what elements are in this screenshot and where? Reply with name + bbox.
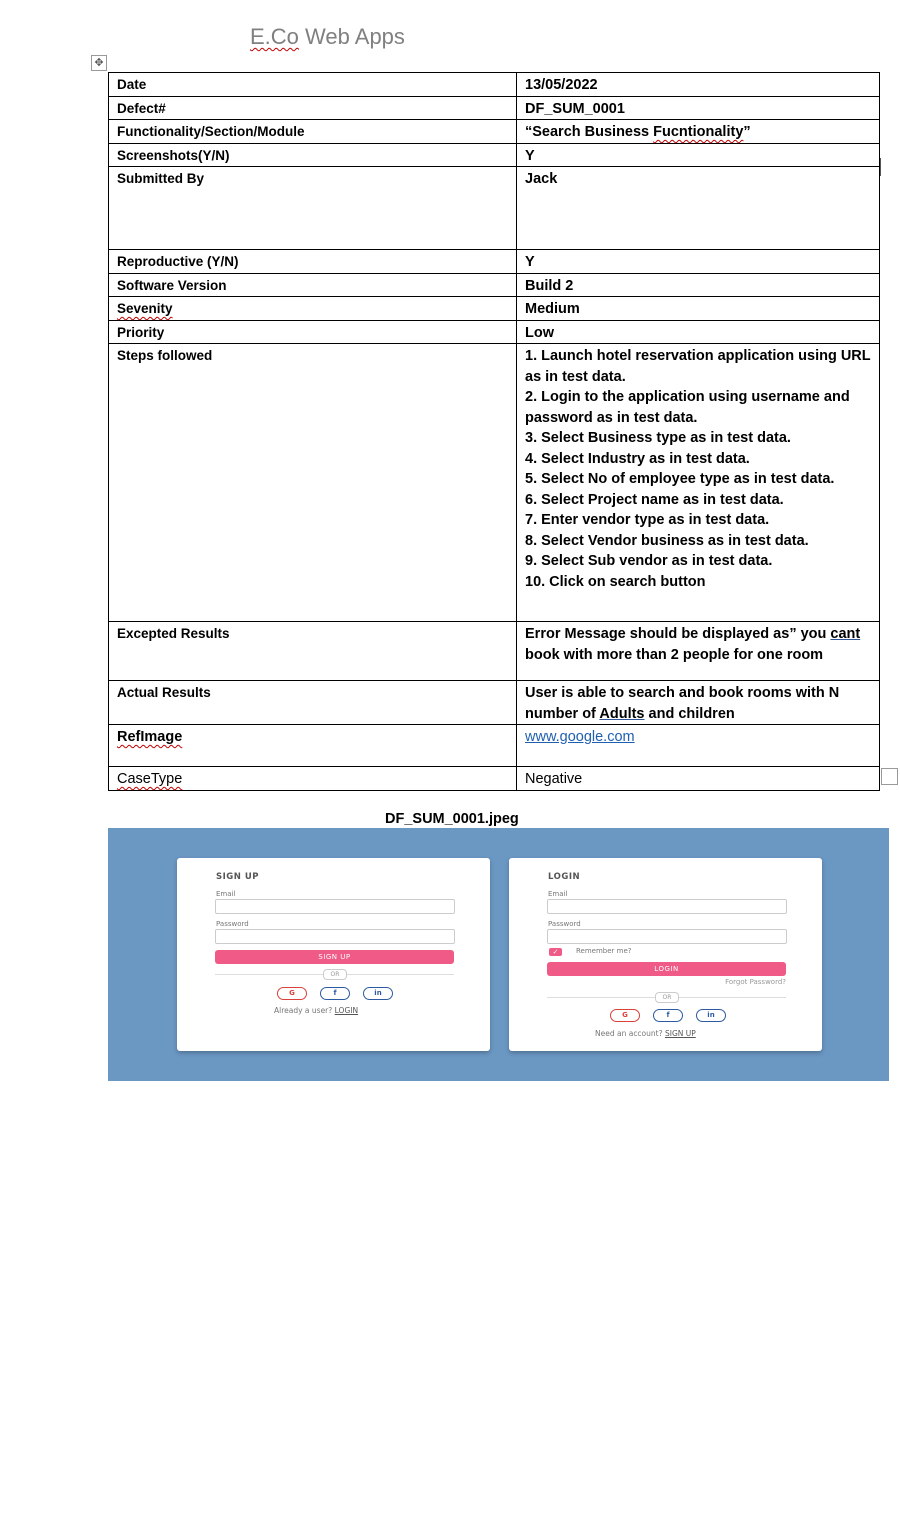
facebook-icon[interactable]: f: [653, 1009, 683, 1022]
login-password-label: Password: [548, 920, 581, 928]
list-item: 6. Select Project name as in test data.: [525, 491, 784, 508]
defect-label: Defect#: [109, 96, 517, 120]
steps-value[interactable]: [517, 344, 880, 622]
signup-password-field[interactable]: [215, 929, 455, 944]
login-footer: [595, 1029, 696, 1038]
screenshots-value[interactable]: Y: [517, 143, 880, 167]
functionality-word: Fucntionality: [653, 124, 744, 140]
steps-list: [525, 346, 871, 592]
list-item: 3. Select Business type as in test data.: [525, 430, 791, 446]
linkedin-icon[interactable]: in: [363, 987, 393, 1000]
login-password-field[interactable]: [547, 929, 787, 944]
google-icon[interactable]: G: [277, 987, 307, 1000]
login-email-label: Email: [548, 890, 568, 898]
table-row: [109, 297, 880, 321]
table-move-handle-icon[interactable]: ✥: [91, 55, 107, 71]
actual-value[interactable]: [517, 681, 880, 725]
severity-label-text: Sevenity: [117, 301, 173, 316]
signup-footer-text: Already a user?: [274, 1006, 335, 1015]
remember-label: Remember me?: [576, 947, 632, 955]
table-row: [109, 167, 880, 250]
list-item: 1. Launch hotel reservation application using URL as in test data.: [525, 348, 871, 385]
list-item: 7. Enter vendor type as in test data.: [525, 512, 770, 528]
signup-title: SIGN UP: [216, 872, 259, 882]
signup-footer-link[interactable]: LOGIN: [334, 1006, 359, 1015]
login-title: LOGIN: [548, 872, 581, 882]
submitted-by-value[interactable]: Jack: [517, 167, 880, 250]
login-email-field[interactable]: [547, 899, 787, 914]
table-row: [109, 320, 880, 344]
linkedin-icon[interactable]: in: [696, 1009, 726, 1022]
table-row: [109, 120, 880, 144]
expected-value[interactable]: [517, 622, 880, 681]
case-type-label-text: CaseType: [117, 771, 183, 787]
ref-image-link[interactable]: www.google.com: [525, 729, 635, 745]
signup-footer: [274, 1006, 358, 1015]
list-item: 10. Click on search button: [525, 573, 706, 590]
signup-card: [177, 858, 490, 1051]
case-type-value[interactable]: Negative: [517, 767, 880, 791]
table-row: [109, 273, 880, 297]
functionality-suffix: ”: [743, 124, 751, 140]
screenshot-image: [108, 828, 889, 1081]
functionality-prefix: “Search Business: [525, 124, 654, 140]
ref-image-value[interactable]: [517, 725, 880, 767]
actual-label: Actual Results: [109, 681, 517, 725]
table-row: [109, 344, 880, 622]
list-item: 2. Login to the application using username and password as in test data.: [525, 389, 850, 426]
list-item: 8. Select Vendor business as in test data.: [525, 532, 809, 549]
ref-image-label-text: RefImage: [117, 729, 183, 745]
login-button[interactable]: LOGIN: [547, 962, 786, 976]
software-version-label: Software Version: [109, 273, 517, 297]
screenshots-label: Screenshots(Y/N): [109, 143, 517, 167]
table-row: [109, 96, 880, 120]
table-row: [109, 250, 880, 274]
severity-label: [109, 297, 517, 321]
steps-label: Steps followed: [109, 344, 517, 622]
table-row: [109, 725, 880, 767]
signup-email-field[interactable]: [215, 899, 455, 914]
table-resize-handle[interactable]: [881, 768, 898, 785]
or-separator: OR: [323, 969, 347, 980]
login-footer-text: Need an account?: [595, 1029, 665, 1038]
remember-checkbox-icon[interactable]: ✓: [549, 948, 562, 956]
case-type-label: [109, 767, 517, 791]
list-item: 5. Select No of employee type as in test data.: [525, 471, 835, 487]
expected-prefix: Error Message should be displayed as” you: [525, 626, 831, 642]
facebook-icon[interactable]: f: [320, 987, 350, 1000]
signup-button[interactable]: SIGN UP: [215, 950, 454, 964]
functionality-value[interactable]: [517, 120, 880, 144]
table-row: [109, 681, 880, 725]
date-value[interactable]: 13/05/2022: [517, 73, 880, 97]
screenshot-caption: DF_SUM_0001.jpeg: [385, 811, 519, 827]
submitted-by-label: Submitted By: [109, 167, 517, 250]
forgot-password-link[interactable]: Forgot Password?: [725, 978, 786, 986]
title-prefix: E.Co: [250, 24, 299, 49]
table-row: [109, 767, 880, 791]
actual-word: Adults: [599, 705, 645, 722]
google-icon[interactable]: G: [610, 1009, 640, 1022]
priority-label: Priority: [109, 320, 517, 344]
expected-word: cant: [830, 626, 861, 642]
date-label: Date: [109, 73, 517, 97]
reproductive-value[interactable]: Y: [517, 250, 880, 274]
title-suffix: Web Apps: [298, 24, 405, 49]
login-footer-link[interactable]: SIGN UP: [664, 1029, 696, 1038]
signup-password-label: Password: [216, 920, 249, 928]
expected-suffix: book with more than 2 people for one room: [525, 646, 824, 663]
table-row: [109, 143, 880, 167]
ref-image-label: [109, 725, 517, 767]
login-card: [509, 858, 822, 1051]
functionality-label: Functionality/Section/Module: [109, 120, 517, 144]
priority-value[interactable]: Low: [517, 320, 880, 344]
actual-prefix: User is able to search and book rooms with N number of: [525, 685, 840, 722]
signup-email-label: Email: [216, 890, 236, 898]
defect-value[interactable]: DF_SUM_0001: [517, 96, 880, 120]
text-cursor: [880, 158, 881, 176]
expected-label: Excepted Results: [109, 622, 517, 681]
document-title: [250, 24, 405, 50]
table-row: [109, 73, 880, 97]
or-separator: OR: [655, 992, 679, 1003]
software-version-value[interactable]: Build 2: [517, 273, 880, 297]
list-item: 4. Select Industry as in test data.: [525, 450, 750, 467]
defect-report-table: [108, 72, 880, 791]
list-item: 9. Select Sub vendor as in test data.: [525, 553, 773, 569]
reproductive-label: Reproductive (Y/N): [109, 250, 517, 274]
severity-value[interactable]: Medium: [517, 297, 880, 321]
table-row: [109, 622, 880, 681]
actual-suffix: and children: [644, 705, 735, 722]
